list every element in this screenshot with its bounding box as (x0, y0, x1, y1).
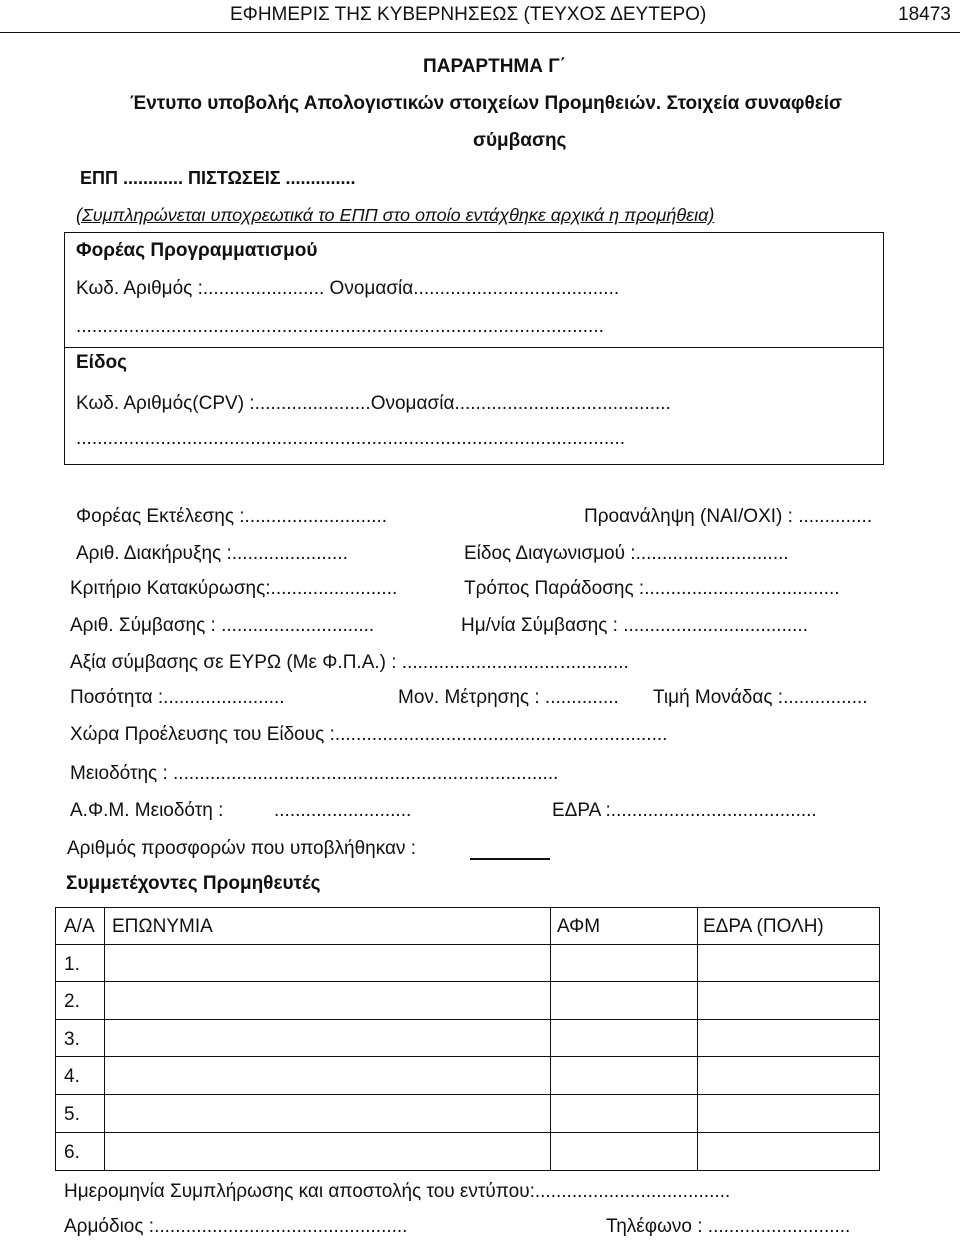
unit-field[interactable]: Μον. Μέτρησης : .............. (398, 687, 619, 708)
origin-country-field[interactable]: Χώρα Προέλευσης του Είδους :............................................................... (70, 724, 668, 745)
delivery-method-field[interactable]: Τρόπος Παράδοσης :..................................... (464, 578, 840, 599)
advance-field[interactable]: Προανάληψη (ΝΑΙ/ΟΧΙ) : .............. (584, 506, 873, 527)
offers-count-label: Αριθμός προσφορών που υποβλήθηκαν : (67, 838, 417, 859)
annex-subtitle: Έντυπο υποβολής Απολογιστικών στοιχείων Προμηθειών. Στοιχεία συναφθείσ (130, 93, 843, 114)
instruction-note: (Συμπληρώνεται υποχρεωτικά το ΕΠΠ στο οποίο εντάχθηκε αρχικά η προμήθεια) (76, 205, 715, 225)
column-header-hq: ΕΔΡΑ (ΠΟΛΗ) (703, 916, 824, 937)
award-criterion-field[interactable]: Κριτήριο Κατακύρωσης:........................ (70, 578, 398, 599)
programming-entity-heading: Φορέας Προγραμματισμού (76, 240, 318, 261)
tender-type-field[interactable]: Είδος Διαγωνισμού :............................. (464, 543, 789, 564)
supplier-field[interactable]: Μειοδότης : ......................................................................... (70, 763, 559, 784)
supplier-afm-label: Α.Φ.Μ. Μειοδότη : (70, 800, 224, 821)
contract-date-field[interactable]: Ημ/νία Σύμβασης : ................................... (461, 615, 808, 636)
annex-subtitle-cont: σύμβασης (473, 130, 567, 151)
programming-entity-code-field[interactable]: Κωδ. Αριθμός :....................... Ονομασία....................................... (76, 278, 620, 299)
epp-line: ΕΠΠ ............ ΠΙΣΤΩΣΕΙΣ .............. (80, 168, 356, 188)
column-header-aa: Α/Α (64, 916, 95, 937)
completion-date-field[interactable]: Ημερομηνία Συμπλήρωσης και αποστολής του εντύπου:..................................... (64, 1181, 731, 1202)
table-row: 2. (64, 991, 80, 1012)
tender-number-field[interactable]: Αριθ. Διακήρυξης :...................... (76, 543, 348, 564)
column-header-name: ΕΠΩΝΥΜΙΑ (112, 916, 213, 937)
contract-number-field[interactable]: Αριθ. Σύμβασης : ............................. (70, 615, 375, 636)
participants-heading: Συμμετέχοντες Προμηθευτές (66, 873, 321, 894)
executor-field[interactable]: Φορέας Εκτέλεσης :........................... (76, 506, 388, 527)
table-row: 6. (64, 1142, 80, 1163)
contract-value-field[interactable]: Αξία σύμβασης σε ΕΥΡΩ (Με Φ.Π.Α.) : ........................................... (70, 652, 629, 673)
type-cpv-field[interactable]: Κωδ. Αριθμός(CPV) :......................Ονομασία......................................... (76, 393, 671, 414)
column-header-afm: ΑΦΜ (557, 916, 601, 937)
supplier-hq-field[interactable]: ΕΔΡΑ :....................................... (552, 800, 817, 821)
responsible-field[interactable]: Αρμόδιος :................................................ (64, 1216, 408, 1237)
journal-title: ΕΦΗΜΕΡΙΣ ΤΗΣ ΚΥΒΕΡΝΗΣΕΩΣ (ΤΕΥΧΟΣ ΔΕΥΤΕΡΟ) (230, 4, 707, 25)
table-row: 3. (64, 1029, 80, 1050)
page-number: 18473 (898, 4, 951, 25)
supplier-afm-field[interactable]: .......................... (274, 800, 412, 821)
offers-count-blank[interactable] (470, 858, 550, 860)
header-rule (0, 32, 960, 33)
table-row: 4. (64, 1066, 80, 1087)
programming-entity-dots-field[interactable]: .................................................................................................... (76, 316, 604, 337)
phone-field[interactable]: Τηλέφωνο : ........................... (606, 1216, 851, 1237)
type-heading: Είδος (76, 352, 127, 373)
annex-title: ΠΑΡΑΡΤΗΜΑ Γ΄ (423, 56, 567, 77)
quantity-field[interactable]: Ποσότητα :....................... (70, 687, 285, 708)
type-dots-field[interactable]: ........................................................................................................ (76, 428, 625, 449)
table-row: 1. (64, 954, 80, 975)
unit-price-field[interactable]: Τιμή Μονάδας :................ (653, 687, 868, 708)
table-row: 5. (64, 1104, 80, 1125)
